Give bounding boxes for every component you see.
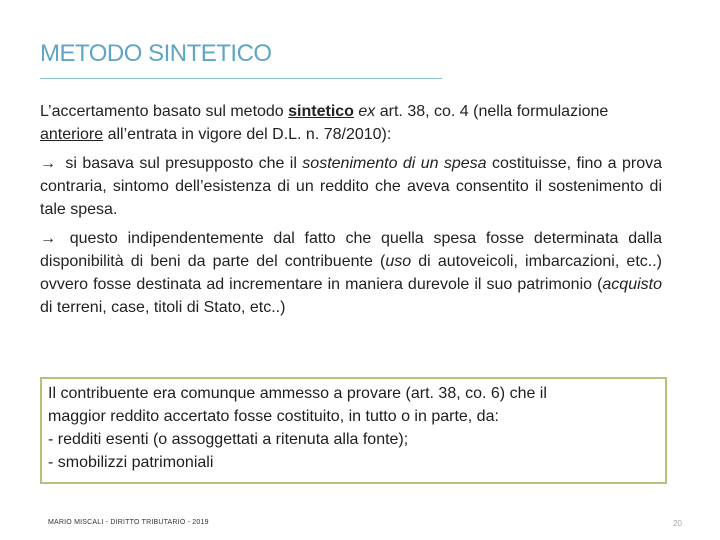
intro-text-2: art. 38, co. 4 (nella formulazione	[375, 103, 609, 120]
title-divider	[40, 78, 442, 79]
keyword-anteriore: anteriore	[40, 126, 104, 143]
page-number: 20	[673, 519, 682, 528]
presupposto-text-1: si basava sul presupposto che il	[60, 155, 303, 172]
paragraph-intro	[40, 100, 662, 146]
spesa-text-2: di autoveicoli, imbarcazioni, etc..) ovvero fosse destinata ad incrementare in maniera durevole il suo patrimonio (	[40, 253, 662, 293]
spesa-text-3: di terreni, case, titoli di Stato, etc..)	[40, 299, 286, 316]
paragraph-presupposto	[40, 152, 662, 221]
footer-author: MARIO MISCALI - DIRITTO TRIBUTARIO - 2019	[48, 519, 209, 526]
box-line-3: - redditi esenti (o assoggettati a ritenuta alla fonte);	[48, 431, 409, 448]
highlight-box	[40, 377, 667, 484]
box-line-1: Il contribuente era comunque ammesso a provare (art. 38, co. 6) che il	[48, 385, 547, 402]
presupposto-text-2: costituisse, fino a prova contraria, sintomo dell’esistenza di un reddito che aveva consentito il sostenimento di tale spesa.	[40, 155, 662, 218]
spesa-emphasis-acquisto: acquisto	[602, 276, 662, 293]
keyword-sintetico: sintetico	[288, 103, 354, 120]
keyword-ex: ex	[358, 103, 376, 120]
spesa-emphasis-uso: uso	[385, 253, 412, 270]
slide-body	[40, 100, 662, 325]
right-arrow-icon: →	[40, 230, 56, 247]
right-arrow-icon: →	[40, 155, 56, 172]
presupposto-emphasis: sostenimento di un spesa	[302, 155, 487, 172]
box-line-2: maggior reddito accertato fosse costituito, in tutto o in parte, da:	[48, 408, 499, 425]
intro-text-1: L’accertamento basato sul metodo	[40, 103, 289, 120]
box-line-4: - smobilizzi patrimoniali	[48, 454, 214, 471]
spesa-text-1: questo indipendentemente dal fatto che quella spesa fosse determinata dalla disponibilità di beni da parte del contribuente (	[40, 230, 662, 270]
intro-text-3: all’entrata in vigore del D.L. n. 78/2010):	[103, 126, 392, 143]
slide-title: METODO SINTETICO	[40, 40, 272, 67]
paragraph-spesa	[40, 227, 662, 319]
